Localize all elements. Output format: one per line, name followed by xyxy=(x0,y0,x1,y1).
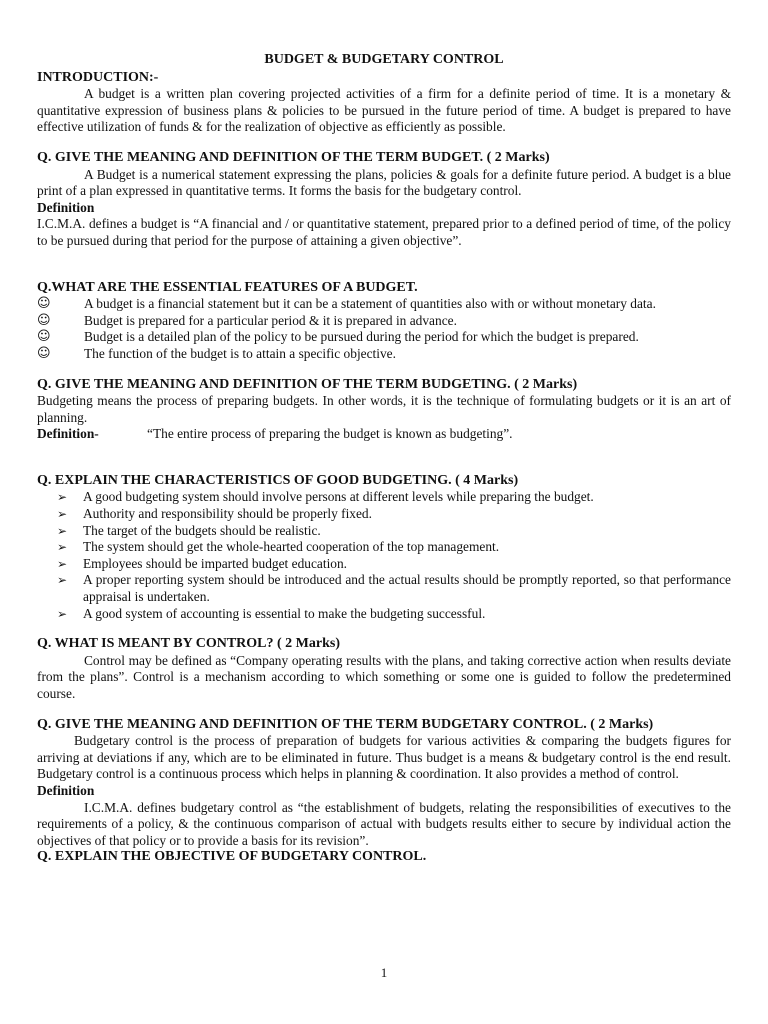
document-page xyxy=(37,52,731,866)
list-item: ☺ Budget is a detailed plan of the policy to be pursued during the period for which the budget is prepared. xyxy=(37,329,639,345)
smiley-icon: ☺ xyxy=(37,312,51,328)
characteristics-list xyxy=(37,489,731,622)
list-item: ☺ Budget is prepared for a particular period & it is prepared in advance. xyxy=(37,312,457,328)
question-heading: Q. WHAT IS MEANT BY CONTROL? ( 2 Marks) xyxy=(37,636,340,652)
features-list xyxy=(37,296,731,362)
control-paragraph: Control may be defined as “Company operating results with the plans, and taking corrective action when results deviate from the plans”. Control is a mechanism according to which something or some one is guided to follow the predetermined course. xyxy=(37,652,731,701)
list-item: ➢ A good budgeting system should involve persons at different levels while preparing the budget. xyxy=(37,489,731,506)
list-item: ☺ A budget is a financial statement but it can be a statement of quantities also with or without monetary data. xyxy=(37,296,656,312)
document-title: BUDGET & BUDGETARY CONTROL xyxy=(264,52,504,67)
question-heading: Q. GIVE THE MEANING AND DEFINITION OF THE TERM BUDGET. ( 2 Marks) xyxy=(37,149,550,165)
arrow-bullet-icon: ➢ xyxy=(57,606,68,621)
budgetary-control-paragraph: Budgetary control is the process of preparation of budgets for various activities & comparing the budgets figures for arriving at deviations if any, which are to be eliminated in future. Thus budget is a means & budgetary control is the end result. Budgetary control is a continuous process which helps in planning & coordination. It also provides a method of control. xyxy=(37,733,731,782)
budget-definition-text: I.C.M.A. defines a budget is “A financial and / or quantitative statement, prepared prior to a defined period of time, of the policy to be pursued during that period for the purpose of attaining a given objective”. xyxy=(37,216,731,248)
budget-meaning-paragraph: A Budget is a numerical statement expressing the plans, policies & goals for a definite future period. A budget is a blue print of a plan expressed in quantitative terms. It forms the basis for the budgetary control. xyxy=(37,166,731,199)
list-item: ➢ A proper reporting system should be introduced and the actual results should be promptly reported, so that performance appraisal is undertaken. xyxy=(37,572,731,605)
smiley-icon: ☺ xyxy=(37,329,51,345)
intro-heading: INTRODUCTION:- xyxy=(37,69,159,85)
question-heading: Q. EXPLAIN THE CHARACTERISTICS OF GOOD BUDGETING. ( 4 Marks) xyxy=(37,472,519,488)
budgetary-control-definition-text: I.C.M.A. defines budgetary control as “the establishment of budgets, relating the responsibilities of executives to the requirements of a policy, & the continuous comparison of actual with budgets results either to secure by individual action the objectives of that policy or to provide a basis for its revision”. xyxy=(37,799,731,848)
definition-label: Definition xyxy=(37,782,95,798)
budgeting-definition xyxy=(37,426,731,443)
arrow-bullet-icon: ➢ xyxy=(57,540,68,555)
list-item: ➢ The target of the budgets should be realistic. xyxy=(37,523,731,540)
intro-paragraph: A budget is a written plan covering projected activities of a firm for a definite period of time. It is a monetary & quantitative expression of business plans & policies to be pursued in the future period of time. A budget is prepared to have effective utilization of funds & for the realization of objective as efficiently as possible. xyxy=(37,86,731,135)
arrow-bullet-icon: ➢ xyxy=(57,523,68,538)
arrow-bullet-icon: ➢ xyxy=(57,573,68,588)
question-heading: Q. GIVE THE MEANING AND DEFINITION OF THE TERM BUDGETING. ( 2 Marks) xyxy=(37,376,578,392)
list-item: ➢ A good system of accounting is essential to make the budgeting successful. xyxy=(37,606,731,623)
list-item: ➢ The system should get the whole-hearted cooperation of the top management. xyxy=(37,539,731,556)
list-item: ➢ Employees should be imparted budget education. xyxy=(37,556,731,573)
list-item: ☺ The function of the budget is to attain a specific objective. xyxy=(37,345,396,361)
list-item: ➢ Authority and responsibility should be properly fixed. xyxy=(37,506,731,523)
arrow-bullet-icon: ➢ xyxy=(57,556,68,571)
arrow-bullet-icon: ➢ xyxy=(57,507,68,522)
budgeting-meaning-paragraph: Budgeting means the process of preparing budgets. In other words, it is the technique of formulating budgets or it is an art of planning. xyxy=(37,393,731,425)
definition-label: Definition xyxy=(37,199,95,215)
budgeting-definition-text: “The entire process of preparing the budget is known as budgeting”. xyxy=(147,426,513,442)
question-heading: Q.WHAT ARE THE ESSENTIAL FEATURES OF A BUDGET. xyxy=(37,279,418,295)
definition-label: Definition- xyxy=(37,426,99,442)
question-heading: Q. EXPLAIN THE OBJECTIVE OF BUDGETARY CONTROL. xyxy=(37,849,427,865)
page-number: 1 xyxy=(380,965,388,980)
question-heading: Q. GIVE THE MEANING AND DEFINITION OF THE TERM BUDGETARY CONTROL. ( 2 Marks) xyxy=(37,716,654,732)
smiley-icon: ☺ xyxy=(37,296,51,312)
arrow-bullet-icon: ➢ xyxy=(57,490,68,505)
smiley-icon: ☺ xyxy=(37,345,51,361)
